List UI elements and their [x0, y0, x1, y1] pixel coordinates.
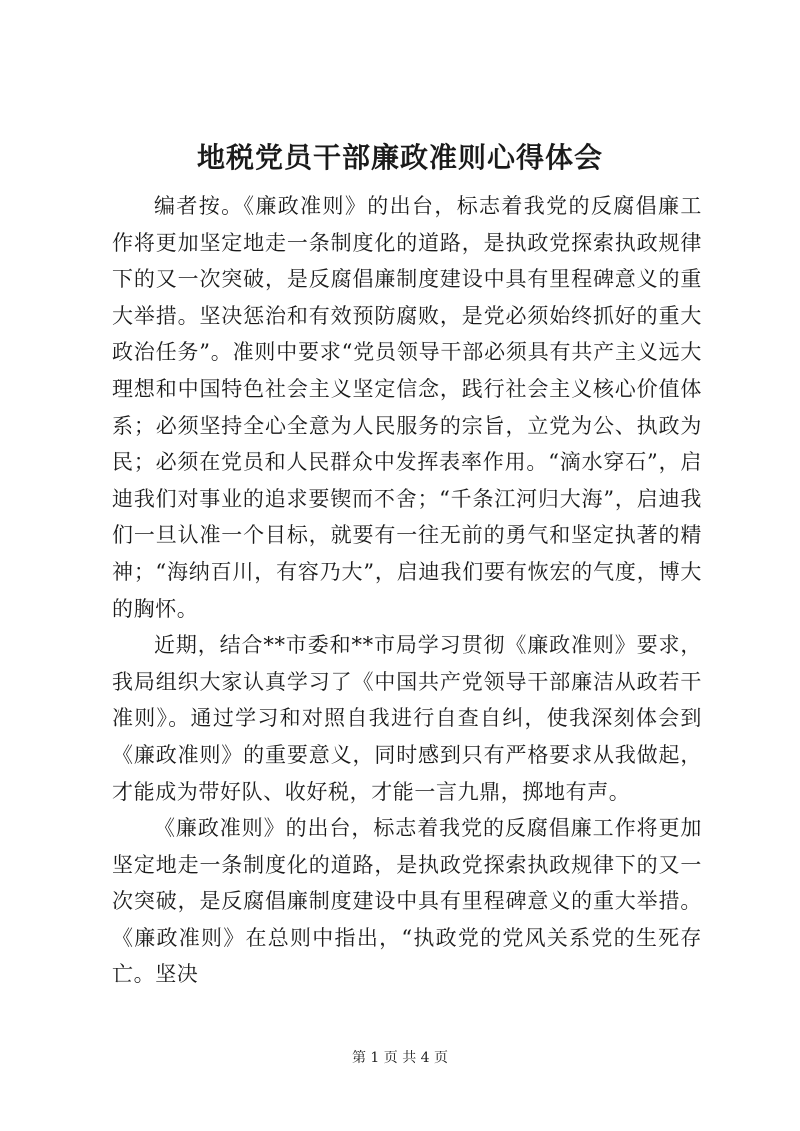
document-body	[112, 188, 702, 993]
page-number-footer: 第 1 页 共 4 页	[351, 1050, 449, 1066]
paragraph-regulations-significance: 《廉政准则》的出台，标志着我党的反腐倡廉工作将更加坚定地走一条制度化的道路，是执政党探索执政规律下的又一次突破，是反腐倡廉制度建设中具有里程碑意义的重大举措。《廉政准则》在总则中指出，“执政党的党风关系党的生死存亡。坚决	[112, 816, 702, 987]
paragraph-editor-note: 编者按。《廉政准则》的出台，标志着我党的反腐倡廉工作将更加坚定地走一条制度化的道路，是执政党探索执政规律下的又一次突破，是反腐倡廉制度建设中具有里程碑意义的重大举措。坚决惩治和有效预防腐败，是党必须始终抓好的重大政治任务”。准则中要求“党员领导干部必须具有共产主义远大理想和中国特色社会主义坚定信念，践行社会主义核心价值体系；必须坚持全心全意为人民服务的宗旨，立党为公、执政为民；必须在党员和人民群众中发挥表率作用。“滴水穿石”，启迪我们对事业的追求要锲而不舍；“千条江河归大海”，启迪我们一旦认准一个目标，就要有一往无前的勇气和坚定执著的精神；“海纳百川，有容乃大”，启迪我们要有恢宏的气度，博大的胸怀。	[112, 194, 702, 621]
paragraph-recent-study: 近期，结合**市委和**市局学习贯彻《廉政准则》要求，我局组织大家认真学习了《中国共产党领导干部廉洁从政若干准则》。通过学习和对照自我进行自查自纠，使我深刻体会到《廉政准则》的重要意义，同时感到只有严格要求从我做起，才能成为带好队、收好税，才能一言九鼎，掷地有声。	[112, 633, 702, 804]
document-title: 地税党员干部廉政准则心得体会	[196, 141, 603, 174]
